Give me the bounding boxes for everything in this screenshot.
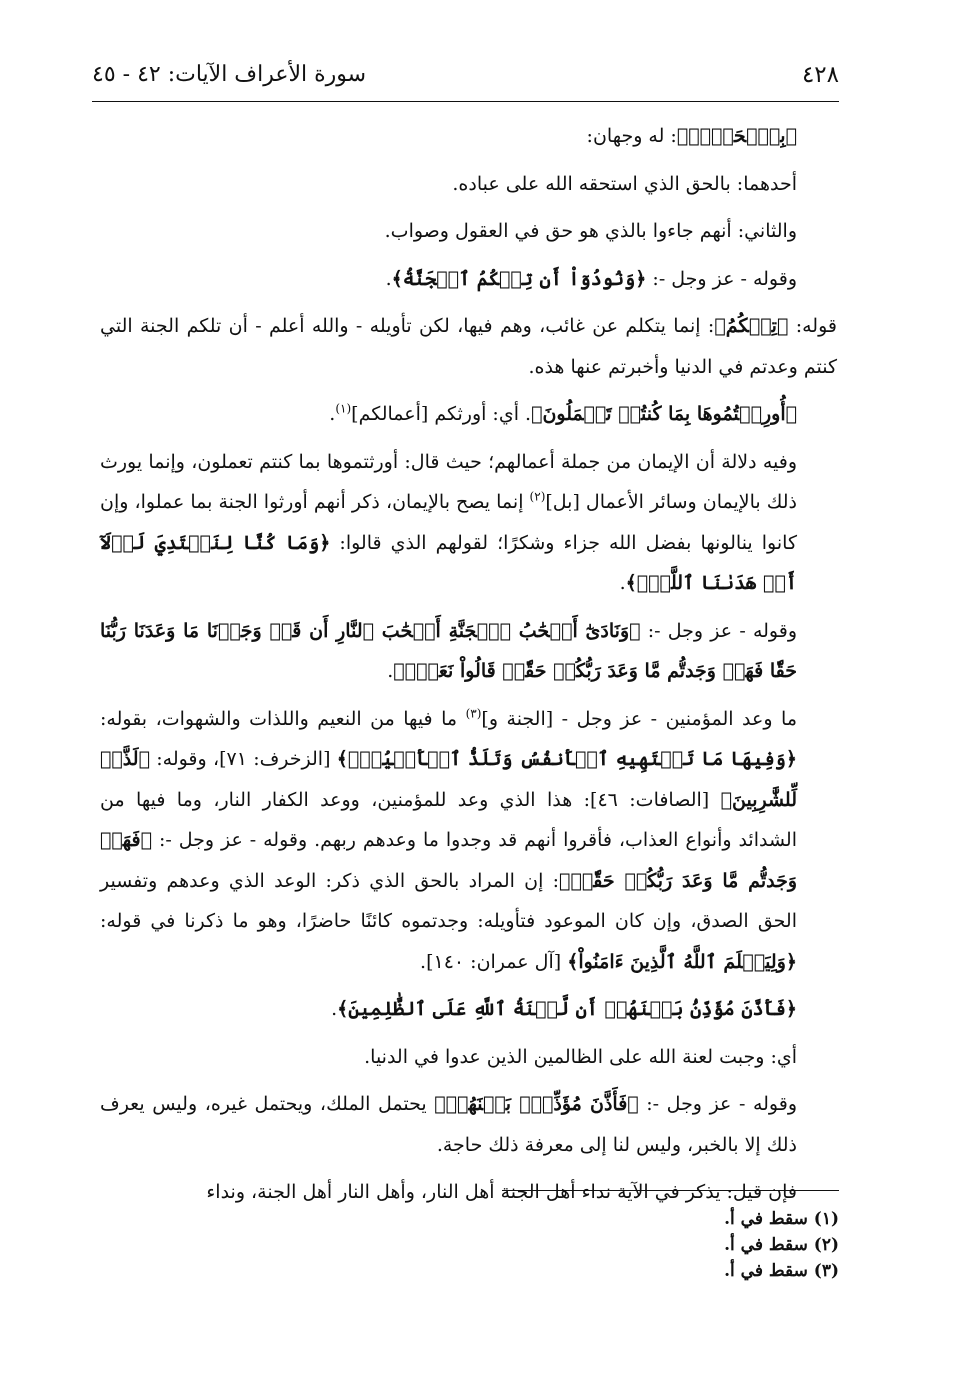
quran-quote: ﴿أُورِثۡتُمُوهَا بِمَا كُنتُمۡ تَعۡمَلُونَ﴾ [531,403,797,425]
quran-quote: ﴿وَنَادَىٰٓ أَصۡحَٰبُ ٱلۡجَنَّةِ أَصۡحَٰبَ ٱلنَّارِ أَن قَدۡ وَجَدۡنَا مَا وَعَدَنَا رَبُّنَا حَقّٗا فَهَلۡ وَجَدتُّم مَّا وَعَدَ رَبُّكُمۡ حَقّٗاۖ قَالُواْ نَعَمۡۚ﴾ [100,619,797,682]
text-run: : إنما يتكلم عن غائب، وهم فيها، لكن تأويله - والله أعلم - أن تلكم الجنة التي كنتم وعدتم في الدنيا وأخبرتم عنها هذه. [100,315,837,378]
running-title: سورة الأعراف الآيات: ٤٢ - ٤٥ [92,62,367,87]
text-run: وفيه دلالة أن الإيمان من جملة أعمالهم؛ حيث قال: أورثتموها بما كنتم تعملون، وإنما يورث ذلك بالإيمان وسائر الأعمال [بل] [100,450,797,513]
text-run: . [331,998,338,1020]
text-run: فإن قيل: يذكر في الآية نداء أهل الجنة أهل النار، وأهل النار أهل الجنة، ونداء [206,1181,797,1203]
page-number: ٤٢٨ [801,62,839,88]
paragraph [100,1084,837,1165]
body-text [100,116,837,1220]
text-run: إنما يصح بالإيمان، ذكر أنهم أورثوا الجنة بما عملوا، وإن كانوا ينالونها بفضل الله جزاء وشكرًا؛ لقولهم الذي قالوا: [100,491,797,554]
text-run: أحدهما: بالحق الذي استحقه الله على عباده. [452,172,797,195]
text-run: . [385,267,392,290]
paragraph [100,394,837,435]
footnote-rule [502,1190,839,1191]
text-run: . [329,403,336,425]
text-run: قوله: [788,315,837,337]
text-run: أي: وجبت لعنة الله على الظالمين الذين عدوا في الدنيا. [364,1045,797,1068]
text-run: ما فيها من النعيم واللذات والشهوات، بقوله: [100,707,466,730]
text-run: . أي: أورثكم [أعمالكم] [351,403,532,425]
text-run: [الصافات: ٤٦]: هذا الذي وعد للمؤمنين، ووعد الكفار النار، وما فيها من الشدائد وأنواع العذاب، فأقروا أنهم قد وجدوا ما وعدهم ربهم. وقوله - عز وجل -: [100,788,797,851]
text-run: . [619,572,626,594]
quran-quote: ﴿وَمَا كُنَّا لِنَهۡتَدِيَ لَوۡلَآ أَنۡ هَدَىٰنَا ٱللَّهُۖ﴾ [100,531,797,594]
paragraph [100,442,837,604]
text-run: [الزخرف: ٧١]، وقوله: [149,748,337,770]
text-run: والثاني: أنهم جاءوا بالذي هو حق في العقول وصواب. [384,220,797,242]
text-run: . [387,660,394,682]
paragraph [100,611,837,692]
quran-quote: ﴿فَأَذَّنَ مُؤَذِّنُۢ بَيۡنَهُمۡ﴾ [434,1093,639,1115]
paragraph [100,164,837,205]
text-run: وقوله - عز وجل -: [646,267,797,290]
footnote-2: (٢) سقط في أ. [724,1235,839,1255]
page-header [92,58,839,96]
text-run: : إن المراد بالحق الذي ذكر: الوعد الذي وعدهم وتفسير الحق الصدق، وإن كان الموعود فتأويله: وجدتموه كائنًا حاضرًا، وهو ما ذكرنا في قوله: [100,869,797,932]
footnotes [502,1206,839,1284]
quran-quote: ﴿وَلِيَعۡلَمَ ٱللَّهُ ٱلَّذِينَ ءَامَنُواْ﴾ [567,950,797,973]
quran-quote: ﴿تِلۡكُمُ﴾ [714,315,789,337]
paragraph [100,116,837,157]
quran-quote: ﴿لَذَّةٖ لِّلشَّٰرِبِينَ﴾ [100,748,797,811]
text-run: : له وجهان: [586,125,677,147]
text-run: وقوله - عز وجل -: [638,1093,798,1115]
footnote-3: (٣) سقط في أ. [724,1261,839,1281]
footnote-ref: (٣) [465,706,482,721]
text-run: ما وعد المؤمنين - عز وجل - [الجنة و] [481,707,798,730]
paragraph [100,989,837,1030]
footnote-ref: (٢) [529,489,546,504]
paragraph [100,1037,837,1078]
quran-quote: ﴿وَفِيهَا مَا تَشۡتَهِيهِ ٱلۡأَنفُسُ وَتَلَذُّ ٱلۡأَعۡيُنُۖ﴾ [336,748,797,770]
paragraph [100,211,837,252]
text-run: [آل عمران: ١٤٠]. [420,950,568,973]
paragraph [100,699,837,983]
footnote-ref: (١) [335,401,352,416]
footnote-1: (١) سقط في أ. [724,1209,839,1229]
quran-quote: ﴿بِٱلۡحَقِّۖ﴾ [676,125,797,147]
quran-quote: ﴿فَهَلۡ وَجَدتُّم مَّا وَعَدَ رَبُّكُمۡ حَقّٗاۖ﴾ [100,829,797,892]
quran-quote: ﴿وَنُودُوٓاْ أَن تِلۡكُمُ ٱلۡجَنَّةُ﴾ [391,267,647,290]
paragraph [100,306,837,387]
paragraph [100,259,837,300]
header-rule [92,101,839,102]
quran-quote: ﴿فَأَذَّنَ مُؤَذِّنُۢ بَيۡنَهُمۡ أَن لَّعۡنَةُ ٱللَّهِ عَلَى ٱلظَّٰلِمِينَ﴾ [337,998,797,1020]
text-run: وقوله - عز وجل -: [640,619,798,642]
text-run: يحتمل الملك، ويحتمل غيره، وليس يعرف ذلك إلا بالخبر، وليس لنا إلى معرفة ذلك حاجة. [100,1093,797,1156]
